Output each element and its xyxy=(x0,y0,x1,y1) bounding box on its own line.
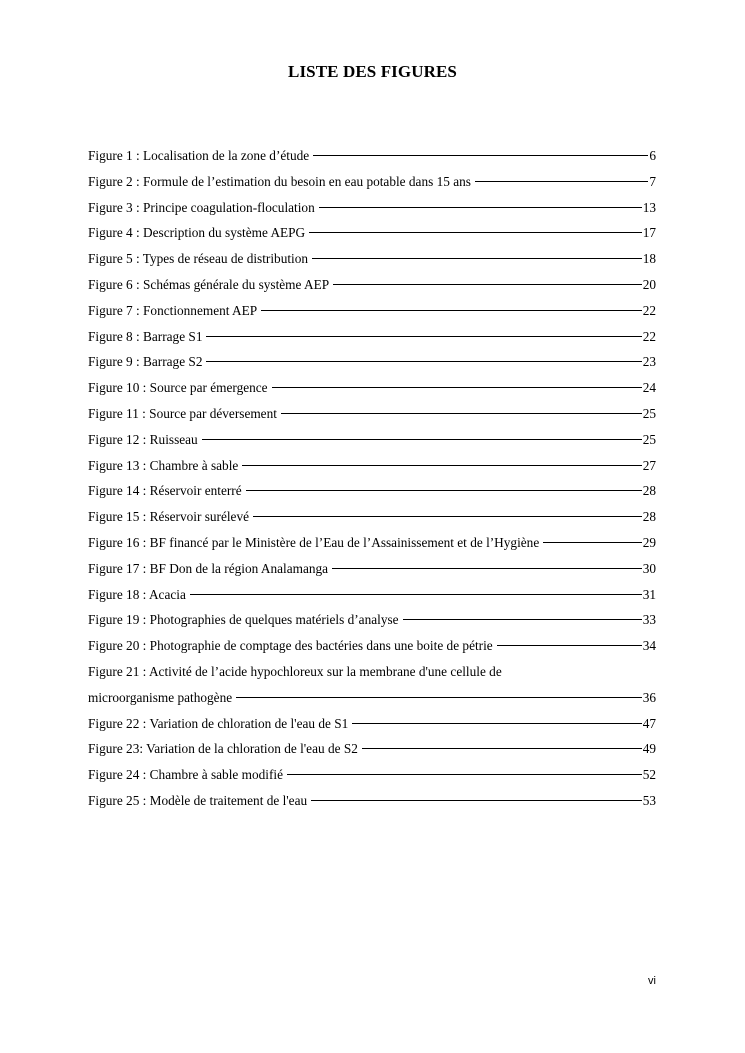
entry-label: Figure 3 : Principe coagulation-floculation xyxy=(88,199,315,215)
entry-label: Figure 18 : Acacia xyxy=(88,586,186,602)
entry-page: 30 xyxy=(642,560,656,576)
toc-entry[interactable] xyxy=(88,298,656,324)
leader-line xyxy=(475,181,648,182)
leader-line xyxy=(246,490,642,491)
entry-label: Figure 14 : Réservoir enterré xyxy=(88,483,242,499)
entry-page: 25 xyxy=(642,431,656,447)
leader-line xyxy=(236,697,642,698)
entry-page: 22 xyxy=(642,328,656,344)
figure-list xyxy=(88,143,656,814)
toc-entry[interactable] xyxy=(88,633,656,659)
entry-label: microorganisme pathogène xyxy=(88,689,233,705)
leader-line xyxy=(352,723,641,724)
leader-line xyxy=(272,387,642,388)
toc-entry[interactable] xyxy=(88,530,656,556)
toc-entry[interactable] xyxy=(88,375,656,401)
entry-page: 7 xyxy=(649,173,656,189)
toc-entry[interactable] xyxy=(88,427,656,453)
entry-page: 25 xyxy=(642,405,656,421)
entry-page: 28 xyxy=(642,509,656,525)
entry-label: Figure 17 : BF Don de la région Analamanga xyxy=(88,560,329,576)
leader-line xyxy=(497,645,642,646)
entry-page: 13 xyxy=(642,199,656,215)
page-number: vi xyxy=(648,975,656,987)
entry-page: 52 xyxy=(642,767,656,783)
leader-line xyxy=(281,413,642,414)
entry-label: Figure 9 : Barrage S2 xyxy=(88,354,203,370)
entry-page: 34 xyxy=(642,638,656,654)
entry-page: 36 xyxy=(642,689,656,705)
entry-page: 31 xyxy=(642,586,656,602)
leader-line xyxy=(362,748,642,749)
toc-entry[interactable] xyxy=(88,169,656,195)
toc-entry[interactable] xyxy=(88,582,656,608)
leader-line xyxy=(287,774,642,775)
leader-line xyxy=(312,258,642,259)
toc-entry[interactable] xyxy=(88,453,656,479)
entry-page: 27 xyxy=(642,457,656,473)
entry-label: Figure 5 : Types de réseau de distribution xyxy=(88,251,309,267)
entry-page: 29 xyxy=(642,534,656,550)
entry-label: Figure 24 : Chambre à sable modifié xyxy=(88,767,283,783)
toc-entry[interactable] xyxy=(88,324,656,350)
leader-line xyxy=(206,336,641,337)
leader-line xyxy=(311,800,642,801)
entry-page: 17 xyxy=(642,225,656,241)
entry-label: Figure 22 : Variation de chloration de l'eau de S1 xyxy=(88,715,349,731)
entry-page: 22 xyxy=(642,302,656,318)
toc-entry[interactable] xyxy=(88,246,656,272)
leader-line xyxy=(309,232,642,233)
entry-page: 6 xyxy=(649,148,656,163)
entry-page: 49 xyxy=(642,741,656,757)
entry-page: 33 xyxy=(642,612,656,628)
leader-line xyxy=(333,284,642,285)
leader-line xyxy=(261,310,642,311)
toc-entry[interactable] xyxy=(88,736,656,762)
entry-label: Figure 13 : Chambre à sable xyxy=(88,457,239,473)
leader-line xyxy=(332,568,642,569)
entry-page: 23 xyxy=(642,354,656,370)
leader-line xyxy=(206,361,641,362)
entry-page: 18 xyxy=(642,251,656,267)
toc-entry-first-line[interactable]: Figure 21 : Activité de l’acide hypochloreux sur la membrane d'une cellule de xyxy=(88,663,502,679)
entry-page: 24 xyxy=(642,380,656,396)
entry-label: Figure 25 : Modèle de traitement de l'eau xyxy=(88,792,308,808)
toc-entry[interactable] xyxy=(88,788,656,814)
entry-page: 20 xyxy=(642,276,656,292)
entry-label: Figure 12 : Ruisseau xyxy=(88,431,198,447)
toc-entry[interactable] xyxy=(88,272,656,298)
toc-entry[interactable] xyxy=(88,556,656,582)
leader-line xyxy=(319,207,642,208)
toc-entry[interactable] xyxy=(88,401,656,427)
leader-line xyxy=(242,465,641,466)
entry-label: Figure 6 : Schémas générale du système AEP xyxy=(88,276,330,292)
entry-label: Figure 19 : Photographies de quelques matériels d’analyse xyxy=(88,612,399,628)
entry-label: Figure 16 : BF financé par le Ministère de l’Eau de l’Assainissement et de l’Hygiène xyxy=(88,534,540,550)
page-title: LISTE DES FIGURES xyxy=(288,62,457,81)
toc-entry[interactable] xyxy=(88,504,656,530)
entry-label: Figure 15 : Réservoir surélevé xyxy=(88,509,249,525)
toc-entry[interactable] xyxy=(88,607,656,633)
toc-entry[interactable] xyxy=(88,195,656,221)
entry-label: Figure 11 : Source par déversement xyxy=(88,405,277,421)
entry-label: Figure 23: Variation de la chloration de l'eau de S2 xyxy=(88,741,358,757)
toc-entry[interactable] xyxy=(88,685,656,711)
leader-line xyxy=(313,155,648,156)
entry-label: Figure 20 : Photographie de comptage des bactéries dans une boite de pétrie xyxy=(88,638,493,654)
entry-page: 47 xyxy=(642,715,656,731)
entry-label: Figure 10 : Source par émergence xyxy=(88,380,268,396)
toc-entry[interactable] xyxy=(88,711,656,737)
leader-line xyxy=(202,439,642,440)
entry-label: Figure 7 : Fonctionnement AEP xyxy=(88,302,258,318)
leader-line xyxy=(253,516,642,517)
toc-entry[interactable] xyxy=(88,349,656,375)
entry-page: 53 xyxy=(642,792,656,808)
toc-entry[interactable] xyxy=(88,478,656,504)
entry-page: 28 xyxy=(642,483,656,499)
leader-line xyxy=(190,594,642,595)
entry-label: Figure 4 : Description du système AEPG xyxy=(88,225,306,241)
entry-label: Figure 2 : Formule de l’estimation du besoin en eau potable dans 15 ans xyxy=(88,173,471,189)
leader-line xyxy=(403,619,642,620)
entry-label: Figure 8 : Barrage S1 xyxy=(88,328,203,344)
toc-entry[interactable] xyxy=(88,143,656,169)
leader-line xyxy=(543,542,641,543)
toc-entry[interactable] xyxy=(88,762,656,788)
toc-entry[interactable] xyxy=(88,220,656,246)
entry-label: Figure 1 : Localisation de la zone d’étude xyxy=(88,148,310,163)
